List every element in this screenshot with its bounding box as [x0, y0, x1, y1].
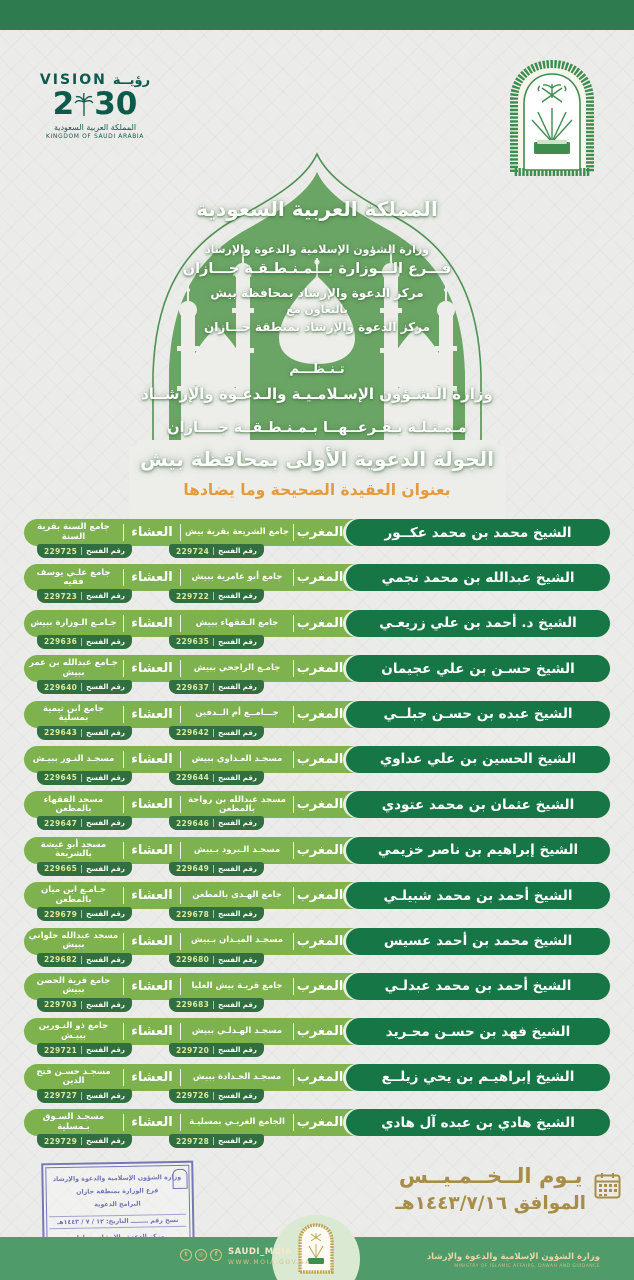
isha-label: العشاء — [131, 706, 173, 722]
maghrib-permit-pill — [169, 953, 264, 967]
schedule-row — [24, 610, 610, 655]
isha-mosque: جامع السنة بقرية السنة — [37, 522, 110, 542]
separator — [293, 615, 294, 632]
isha-permit-number: 229665 — [44, 864, 78, 874]
isha-label: العشاء — [131, 1115, 173, 1131]
schedule-row — [24, 837, 610, 882]
isha-label: العشاء — [131, 797, 173, 813]
schedule-row — [24, 519, 610, 564]
isha-permit-number: 229643 — [44, 728, 78, 738]
maghrib-label: المغرب — [296, 1024, 344, 1040]
separator — [123, 660, 124, 677]
permit-label: رقم الفسح — [213, 1046, 257, 1054]
maghrib-permit-number: 229644 — [176, 773, 210, 783]
isha-permit-number: 229723 — [44, 591, 78, 601]
isha-mosque: مسجـد حسـن فتح الدين — [36, 1066, 111, 1087]
maghrib-permit-number: 229724 — [176, 546, 210, 556]
schedule-row-bar — [24, 746, 610, 773]
isha-permit-pill — [37, 680, 132, 694]
isha-mosque: جـامع عبدالله بن عمر ببيش — [29, 658, 118, 678]
permit-label: رقم الفسح — [81, 1001, 125, 1009]
maghrib-permit-pill — [169, 726, 264, 740]
separator — [180, 1069, 181, 1086]
maghrib-permit-pill — [169, 544, 264, 558]
permit-label: رقم الفسح — [81, 729, 125, 737]
isha-label: العشاء — [131, 978, 173, 994]
sheikh-name: الشيخ محمد بن أحمد عسيس — [346, 928, 610, 955]
isha-mosque: جامع ابن تيمية بمسلية — [42, 703, 105, 724]
separator — [293, 569, 294, 586]
schedule-row — [24, 973, 610, 1018]
separator — [123, 933, 124, 950]
isha-mosque: جامع علـي يوسف فقيه — [36, 567, 111, 587]
isha-label: العشاء — [131, 1069, 173, 1085]
isha-mosque: مسجد الفقهاء بالمطعن — [43, 794, 104, 814]
maghrib-permit-pill — [169, 771, 264, 785]
sheikh-name: الشيخ فهد بن حسـن محـريد — [346, 1018, 610, 1045]
footer-ministry-name — [427, 1252, 600, 1269]
maghrib-permit-pill — [169, 1134, 264, 1148]
permit-label: رقم الفسح — [81, 774, 125, 782]
permit-label: رقم الفسح — [81, 1137, 125, 1145]
isha-permit-number: 229682 — [44, 955, 78, 965]
isha-permit-pill — [37, 726, 132, 740]
schedule-row-bar — [24, 882, 610, 909]
isha-permit-number: 229721 — [44, 1045, 78, 1055]
sheikh-name: الشيخ إبراهيـم بن يحي زيلــع — [346, 1064, 610, 1091]
separator — [123, 978, 124, 995]
separator — [180, 1114, 181, 1131]
schedule-row-bar — [24, 1109, 610, 1136]
calendar-icon — [594, 1172, 621, 1199]
maghrib-label: المغرب — [296, 661, 344, 677]
schedule-row — [24, 791, 610, 836]
schedule-row — [24, 564, 610, 609]
isha-permit-number: 229645 — [44, 773, 78, 783]
maghrib-mosque: مسجـد العـداوي ببيش — [191, 753, 283, 764]
stamp-line-3: البرامج الدعوية — [94, 1201, 141, 1209]
separator — [123, 842, 124, 859]
isha-permit-number: 229640 — [44, 682, 78, 692]
isha-permit-pill — [37, 1043, 132, 1057]
maghrib-permit-pill — [169, 907, 264, 921]
maghrib-permit-number: 229646 — [176, 818, 210, 828]
schedule-row-bar — [24, 610, 610, 637]
event-subtitle: بعنوان العقيدة الصحيحة وما يضادها — [183, 481, 451, 499]
schedule-row — [24, 701, 610, 746]
schedule-row-bar — [24, 973, 610, 1000]
dome-cooperation-line: بالتعاون مع — [286, 303, 348, 316]
separator — [180, 1023, 181, 1040]
permit-label: رقم الفسح — [81, 547, 125, 555]
schedule-row — [24, 882, 610, 927]
schedule-row-bar — [24, 928, 610, 955]
isha-permit-number: 229727 — [44, 1091, 78, 1101]
maghrib-permit-pill — [169, 680, 264, 694]
maghrib-permit-number: 229642 — [176, 728, 210, 738]
permit-label: رقم الفسح — [213, 956, 257, 964]
isha-mosque: مسجـد السـوق بـمسلية — [42, 1112, 105, 1132]
palm-emblem-icon — [74, 92, 94, 118]
isha-mosque: جامع ذو النـورين ببيـش — [38, 1021, 109, 1041]
maghrib-mosque: جامع الـفقهاء ببيش — [195, 617, 279, 628]
maghrib-permit-number: 229680 — [176, 955, 210, 965]
dome-center-jazan-line: مركز الدعوة والإرشاد بمنطقة جـــازان — [203, 320, 431, 334]
maghrib-permit-number: 229726 — [176, 1091, 210, 1101]
sheikh-name: الشيخ عبده بن حسـن جبلــي — [346, 701, 610, 728]
maghrib-permit-number: 229720 — [176, 1045, 210, 1055]
intro-represented-line: مـمـثـلـة بـفـرعــهــا بـمـنـطـقــة جــــازان — [167, 420, 467, 436]
permit-label: رقم الفسح — [213, 683, 257, 691]
permit-label: رقم الفسح — [213, 1001, 257, 1009]
maghrib-label: المغرب — [296, 842, 344, 858]
permit-label: رقم الفسح — [213, 819, 257, 827]
isha-label: العشاء — [131, 933, 173, 949]
maghrib-permit-pill — [169, 1089, 264, 1103]
separator — [293, 978, 294, 995]
maghrib-permit-number: 229678 — [176, 909, 210, 919]
maghrib-permit-number: 229649 — [176, 864, 210, 874]
isha-permit-pill — [37, 862, 132, 876]
event-hijri-date: الموافق ١٤٤٣/٧/١٦هـ — [395, 1193, 586, 1214]
maghrib-label: المغرب — [296, 888, 344, 904]
twitter-icon: t — [180, 1249, 192, 1261]
separator — [293, 1023, 294, 1040]
dome-ministry-line: وزارة الشؤون الإسلامية والدعوة والإرشاد — [204, 243, 430, 256]
permit-label: رقم الفسح — [213, 547, 257, 555]
separator — [123, 887, 124, 904]
maghrib-permit-number: 229722 — [176, 591, 210, 601]
isha-permit-number: 229647 — [44, 818, 78, 828]
separator — [123, 1023, 124, 1040]
stamp-line-4: نسخ رقم ــــــــ التاريخ: ١٢ / ٧ / ١٤٤٣هـ — [49, 1213, 186, 1228]
permit-label: رقم الفسح — [81, 819, 125, 827]
vision-ar-label: رؤيــة — [112, 72, 151, 88]
separator — [123, 524, 124, 541]
permit-label: رقم الفسح — [213, 592, 257, 600]
permit-label: رقم الفسح — [213, 729, 257, 737]
isha-label: العشاء — [131, 661, 173, 677]
schedule-row — [24, 746, 610, 791]
website-url: WWW.MOIA.GOV.SA — [228, 1259, 312, 1266]
separator — [180, 887, 181, 904]
isha-label: العشاء — [131, 842, 173, 858]
maghrib-mosque: مسجـد الهـدلـي ببيش — [191, 1026, 283, 1037]
isha-permit-pill — [37, 1089, 132, 1103]
schedule-list — [24, 519, 610, 1154]
separator — [293, 524, 294, 541]
vision-year-right: 30 — [94, 86, 138, 122]
separator — [293, 751, 294, 768]
isha-mosque: جـامـع ابن ميان بالمطعن — [40, 885, 107, 905]
vision-year-left: 2 — [52, 86, 75, 122]
schedule-row — [24, 1018, 610, 1063]
schedule-row-bar — [24, 519, 610, 546]
separator — [123, 751, 124, 768]
separator — [180, 569, 181, 586]
isha-permit-number: 229636 — [44, 637, 78, 647]
isha-permit-pill — [37, 816, 132, 830]
permit-label: رقم الفسح — [213, 865, 257, 873]
maghrib-label: المغرب — [296, 706, 344, 722]
maghrib-permit-pill — [169, 998, 264, 1012]
separator — [123, 1069, 124, 1086]
separator — [293, 660, 294, 677]
schedule-row-bar — [24, 837, 610, 864]
maghrib-mosque: الجامع الغربـي بمسليـة — [189, 1116, 285, 1127]
maghrib-mosque: مسجد عبدالله بن رواحة بالمطعن — [188, 794, 286, 814]
event-day: يـوم الــخــمـيــس — [398, 1164, 583, 1188]
event-title: الجولة الدعوية الأولى بمحافظة بيش — [140, 447, 494, 471]
permit-label: رقم الفسح — [213, 638, 257, 646]
maghrib-mosque: جامع قريـة بيش العليا — [191, 980, 283, 991]
maghrib-label: المغرب — [296, 933, 344, 949]
stamp-line-1: وزارة الشؤون الإسلامية والدعوة والإرشاد — [52, 1174, 182, 1184]
maghrib-label: المغرب — [296, 570, 344, 586]
separator — [123, 615, 124, 632]
separator — [180, 660, 181, 677]
sheikh-name: الشيخ هادي بن عبده آل هادي — [346, 1109, 610, 1136]
permit-label: رقم الفسح — [81, 592, 125, 600]
vision-country-ar: المملكة العربية السعودية — [53, 123, 137, 132]
isha-permit-pill — [37, 998, 132, 1012]
maghrib-mosque: جامع أبو عامرية ببيش — [191, 572, 283, 583]
vision-country-en: KINGDOM OF SAUDI ARABIA — [46, 133, 144, 140]
maghrib-mosque: جامع الهـدى بالمطعن — [192, 889, 282, 900]
isha-permit-pill — [37, 589, 132, 603]
isha-mosque: مسجـد النـور ببيـش — [32, 753, 115, 764]
schedule-row — [24, 1064, 610, 1109]
permit-label: رقم الفسح — [81, 1046, 125, 1054]
maghrib-permit-number: 229728 — [176, 1136, 210, 1146]
event-date — [395, 1164, 586, 1214]
isha-permit-pill — [37, 544, 132, 558]
schedule-row-bar — [24, 791, 610, 818]
permit-label: رقم الفسح — [81, 638, 125, 646]
isha-permit-pill — [37, 1134, 132, 1148]
facebook-icon: f — [210, 1249, 222, 1261]
isha-label: العشاء — [131, 570, 173, 586]
maghrib-permit-pill — [169, 862, 264, 876]
permit-label: رقم الفسح — [81, 910, 125, 918]
maghrib-permit-number: 229683 — [176, 1000, 210, 1010]
sheikh-name: الشيخ أحمد بن محمد عبدلـي — [346, 973, 610, 1000]
social-handle: SAUDI_MOIA — [228, 1247, 293, 1257]
permit-label: رقم الفسح — [81, 956, 125, 964]
sheikh-name: الشيخ أحمد بن محمد شبيلـي — [346, 882, 610, 909]
separator — [293, 842, 294, 859]
maghrib-label: المغرب — [296, 978, 344, 994]
isha-permit-number: 229679 — [44, 909, 78, 919]
isha-label: العشاء — [131, 888, 173, 904]
isha-label: العشاء — [131, 525, 173, 540]
schedule-row-bar — [24, 1018, 610, 1045]
maghrib-label: المغرب — [296, 1115, 344, 1131]
maghrib-mosque: مسجـد الـبرود بـبيش — [193, 844, 281, 855]
schedule-row — [24, 1109, 610, 1154]
sheikh-name: الشيخ إبراهيم بن ناصر خزيمي — [346, 837, 610, 864]
separator — [180, 796, 181, 813]
separator — [180, 615, 181, 632]
permit-label: رقم الفسح — [81, 865, 125, 873]
permit-label: رقم الفسح — [213, 910, 257, 918]
maghrib-label: المغرب — [296, 1069, 344, 1085]
maghrib-permit-pill — [169, 1043, 264, 1057]
separator — [293, 796, 294, 813]
maghrib-permit-pill — [169, 589, 264, 603]
maghrib-mosque: جـــامــع أم الــدفين — [195, 708, 279, 719]
sheikh-name: الشيخ محمد بن محمد عكــور — [346, 519, 610, 546]
maghrib-label: المغرب — [296, 615, 344, 631]
top-green-bar — [0, 0, 634, 30]
isha-permit-number: 229725 — [44, 546, 78, 556]
maghrib-mosque: جامع الشريعة بقرية بيش — [184, 526, 290, 537]
maghrib-label: المغرب — [296, 525, 344, 540]
dome-branch-line: فـــرع الـــوزارة بـــمـنـطـقـة جـــازان — [182, 261, 452, 277]
isha-permit-number: 229729 — [44, 1136, 78, 1146]
separator — [293, 1069, 294, 1086]
vision2030-logo — [36, 72, 154, 140]
stamp-line-2: فرع الوزارة بمنطقة جازان — [76, 1187, 159, 1197]
schedule-row-bar — [24, 1064, 610, 1091]
sheikh-name: الشيخ عثمان بن محمد عتودي — [346, 791, 610, 818]
schedule-row — [24, 655, 610, 700]
permit-label: رقم الفسح — [213, 1137, 257, 1145]
separator — [293, 1114, 294, 1131]
separator — [293, 887, 294, 904]
isha-permit-pill — [37, 771, 132, 785]
sheikh-name: الشيخ حسـن بن علي عجيمان — [346, 655, 610, 682]
separator — [123, 569, 124, 586]
isha-permit-pill — [37, 953, 132, 967]
isha-permit-number: 229703 — [44, 1000, 78, 1010]
separator — [293, 706, 294, 723]
intro-ministry-line: وزارة الـشـؤون الإسـلامـيـة والـدعـوة والإرشــاد — [141, 385, 493, 403]
maghrib-mosque: مسجـد الحـدادة ببيش — [192, 1071, 282, 1082]
organizes-line: تـنـظـــم — [289, 362, 345, 377]
dome-center-bish-line: مركز الدعوة والإرشاد بمحافظة بيش — [210, 286, 424, 300]
maghrib-permit-number: 229635 — [176, 637, 210, 647]
isha-permit-pill — [37, 635, 132, 649]
footer-ministry-ar: وزارة الشؤون الإسلامية والدعوة والإرشاد — [426, 1252, 600, 1262]
maghrib-permit-number: 229637 — [176, 682, 210, 692]
footer-ministry-en: MINISTRY OF ISLAMIC AFFAIRS, DAWAH AND GUIDANCE — [454, 1264, 600, 1269]
schedule-row-bar — [24, 701, 610, 728]
sheikh-name: الشيخ د. أحمد بن علي زريعـي — [346, 610, 610, 637]
maghrib-mosque: مسجـد الميـدان بـبيش — [190, 935, 284, 946]
sheikh-name: الشيخ الحسين بن علي عداوي — [346, 746, 610, 773]
isha-mosque: مسجد أبو عيشة بالشريعة — [40, 839, 107, 860]
maghrib-permit-pill — [169, 635, 264, 649]
isha-mosque: مسجد عبدالله حلواني ببيش — [28, 930, 119, 951]
isha-mosque: جامع قرية الحضن ببيش — [36, 976, 111, 996]
maghrib-label: المغرب — [296, 751, 344, 767]
separator — [180, 524, 181, 541]
permit-label: رقم الفسح — [213, 774, 257, 782]
schedule-row — [24, 928, 610, 973]
maghrib-mosque: جامـع الراجحي ببيش — [193, 663, 281, 673]
separator — [123, 1114, 124, 1131]
sheikh-name: الشيخ عبدالله بن محمد نجمي — [346, 564, 610, 591]
separator — [180, 978, 181, 995]
separator — [123, 796, 124, 813]
isha-permit-pill — [37, 907, 132, 921]
social-block — [180, 1247, 311, 1266]
permit-label: رقم الفسح — [213, 1092, 257, 1100]
isha-label: العشاء — [131, 751, 173, 767]
separator — [180, 706, 181, 723]
maghrib-permit-pill — [169, 816, 264, 830]
isha-mosque: جـامـع الـوزارة ببيش — [30, 617, 117, 628]
maghrib-label: المغرب — [296, 797, 344, 813]
separator — [180, 751, 181, 768]
vision-en-label: VISION — [39, 72, 107, 88]
separator — [180, 842, 181, 859]
isha-label: العشاء — [131, 1024, 173, 1040]
permit-label: رقم الفسح — [81, 683, 125, 691]
schedule-row-bar — [24, 655, 610, 682]
separator — [293, 933, 294, 950]
kingdom-calligraphy: المملكة العربية السعودية — [196, 197, 438, 221]
permit-label: رقم الفسح — [81, 1092, 125, 1100]
isha-label: العشاء — [131, 615, 173, 631]
schedule-row-bar — [24, 564, 610, 591]
instagram-icon: ◎ — [195, 1249, 207, 1261]
separator — [123, 706, 124, 723]
separator — [180, 933, 181, 950]
